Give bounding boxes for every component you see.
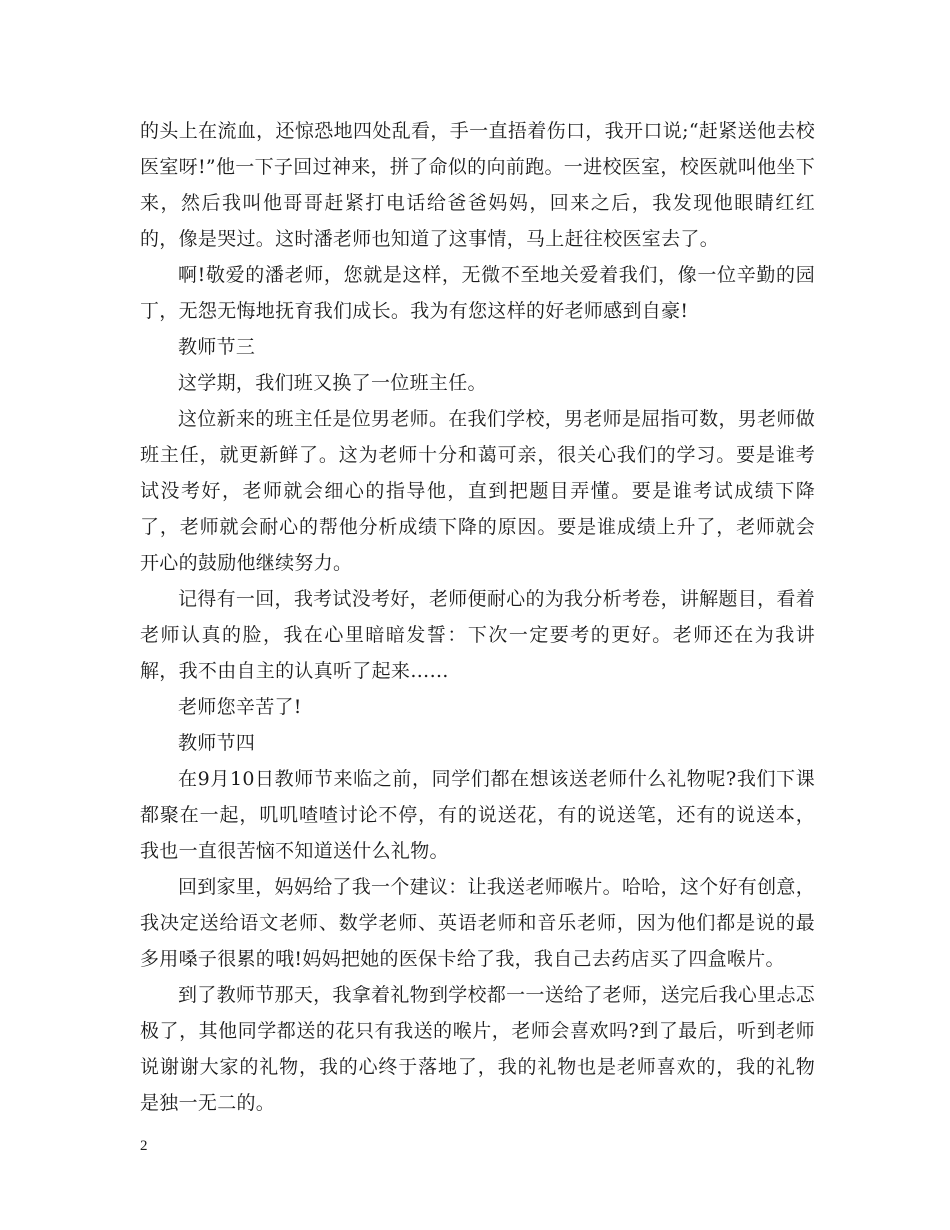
section-heading: 教师节四 bbox=[178, 732, 256, 754]
paragraph: 老师您辛苦了! bbox=[178, 696, 302, 718]
paragraph: 这学期，我们班又换了一位班主任。 bbox=[178, 372, 487, 394]
paragraph: 的头上在流血，还惊恐地四处乱看，手一直捂着伤口，我开口说;“赶紧送他去校医室呀!”他一下子回过神来，拼了命似的向前跑。一进校医室，校医就叫他坐下来，然后我叫他哥哥赶紧打电话给爸爸妈妈，回来之后，我发现他眼睛红红的，像是哭过。这时潘老师也知道了这事情，马上赶往校医室去了。 bbox=[140, 120, 815, 250]
paragraph: 这位新来的班主任是位男老师。在我们学校，男老师是屈指可数，男老师做班主任，就更新鲜了。这为老师十分和蔼可亲，很关心我们的学习。要是谁考试没考好，老师就会细心的指导他，直到把题目弄懂。要是谁考试成绩下降了，老师就会耐心的帮他分析成绩下降的原因。要是谁成绩上升了，老师就会开心的鼓励他继续努力。 bbox=[140, 408, 815, 574]
paragraph: 记得有一回，我考试没考好，老师便耐心的为我分析考卷，讲解题目，看着老师认真的脸，我在心里暗暗发誓：下次一定要考的更好。老师还在为我讲解，我不由自主的认真听了起来…… bbox=[140, 588, 815, 682]
paragraph: 在9月10日教师节来临之前，同学们都在想该送老师什么礼物呢?我们下课都聚在一起，叽叽喳喳讨论不停，有的说送花，有的说送笔，还有的说送本，我也一直很苦恼不知道送什么礼物。 bbox=[140, 768, 815, 862]
page-number: 2 bbox=[140, 1138, 148, 1154]
paragraph: 啊!敬爱的潘老师，您就是这样，无微不至地关爱着我们，像一位辛勤的园丁，无怨无悔地抚育我们成长。我为有您这样的好老师感到自豪! bbox=[140, 264, 815, 322]
paragraph: 到了教师节那天，我拿着礼物到学校都一一送给了老师，送完后我心里忐忑极了，其他同学都送的花只有我送的喉片，老师会喜欢吗?到了最后，听到老师说谢谢大家的礼物，我的心终于落地了，我的礼物也是老师喜欢的，我的礼物是独一无二的。 bbox=[140, 984, 815, 1114]
paragraph: 回到家里，妈妈给了我一个建议：让我送老师喉片。哈哈，这个好有创意，我决定送给语文老师、数学老师、英语老师和音乐老师，因为他们都是说的最多用嗓子很累的哦!妈妈把她的医保卡给了我，我自己去药店买了四盒喉片。 bbox=[140, 876, 815, 970]
section-heading: 教师节三 bbox=[178, 336, 256, 358]
document-body bbox=[140, 113, 815, 1121]
